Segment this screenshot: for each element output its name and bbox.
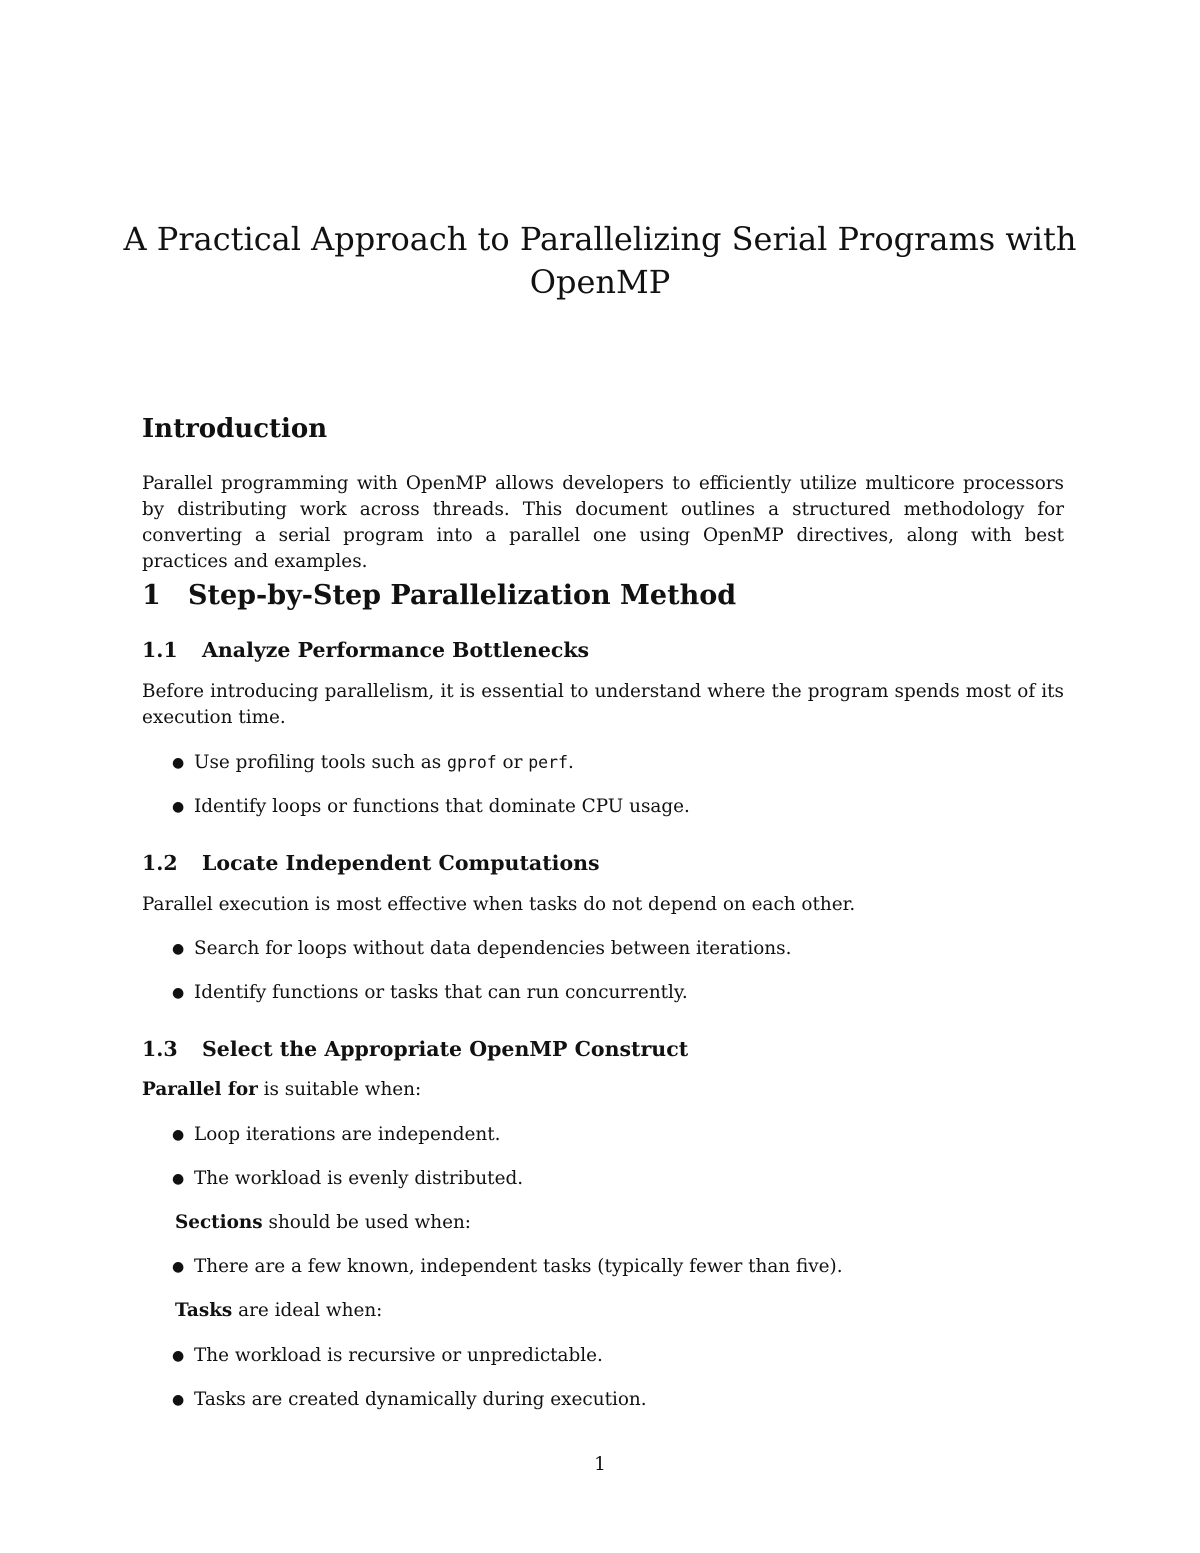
- sections-lead: Sections should be used when:: [175, 1212, 471, 1233]
- list-item: ● There are a few known, independent tasks (typically fewer than five).: [172, 1254, 843, 1280]
- term: Tasks: [175, 1300, 233, 1321]
- subsection-title: Locate Independent Computations: [202, 851, 600, 875]
- section-title: Step-by-Step Parallelization Method: [188, 580, 737, 611]
- subsection-title: Select the Appropriate OpenMP Construct: [202, 1037, 689, 1061]
- subsection-1-2-paragraph: Parallel execution is most effective when tasks do not depend on each other.: [142, 894, 856, 915]
- list-item: ● Tasks are created dynamically during execution.: [172, 1387, 647, 1413]
- introduction-paragraph: Parallel programming with OpenMP allows developers to efficiently utilize multicore processors by distributing work across threads. This document outlines a structured methodology for converting a serial program into a parallel one using OpenMP directives, along with best practices and examples.: [142, 473, 1064, 572]
- bullet-icon: ●: [172, 941, 185, 957]
- bullet-icon: ●: [172, 1348, 185, 1364]
- subsection-number: 1.2: [142, 851, 178, 875]
- subsection-1-1-heading: [142, 638, 589, 662]
- list-item: ● Identify functions or tasks that can run concurrently.: [172, 980, 688, 1006]
- bullet-icon: ●: [172, 755, 185, 771]
- list-item: ● Search for loops without data dependencies between iterations.: [172, 936, 791, 962]
- subsection-1-2-heading: [142, 851, 600, 875]
- introduction-heading: Introduction: [142, 414, 328, 444]
- subsection-number: 1.3: [142, 1037, 178, 1061]
- list-item: ● Identify loops or functions that dominate CPU usage.: [172, 794, 690, 820]
- term: Parallel for: [142, 1079, 258, 1100]
- document-title: A Practical Approach to Parallelizing Serial Programs with OpenMP: [123, 220, 1077, 301]
- bullet-icon: ●: [172, 1392, 185, 1408]
- inline-code: gprof: [447, 753, 497, 772]
- section-1-heading: [142, 580, 736, 611]
- section-number: 1: [142, 580, 161, 611]
- subsection-1-1-paragraph: Before introducing parallelism, it is essential to understand where the program spends most of its execution time.: [142, 681, 1064, 728]
- list-item: ● The workload is recursive or unpredictable.: [172, 1343, 603, 1369]
- bullet-icon: ●: [172, 1259, 185, 1275]
- subsection-1-3-heading: [142, 1037, 688, 1061]
- bullet-icon: ●: [172, 799, 185, 815]
- bullet-icon: ●: [172, 1171, 185, 1187]
- page-number: 1: [594, 1454, 606, 1475]
- list-item: ● The workload is evenly distributed.: [172, 1166, 523, 1192]
- term: Sections: [175, 1212, 263, 1233]
- bullet-icon: ●: [172, 1127, 185, 1143]
- subsection-number: 1.1: [142, 638, 178, 662]
- bullet-icon: ●: [172, 985, 185, 1001]
- list-item: ● Use profiling tools such as gprof or perf.: [172, 750, 574, 776]
- parallel-for-lead: Parallel for is suitable when:: [142, 1079, 422, 1100]
- subsection-title: Analyze Performance Bottlenecks: [202, 638, 590, 662]
- inline-code: perf: [528, 753, 568, 772]
- tasks-lead: Tasks are ideal when:: [175, 1300, 383, 1321]
- list-item: ● Loop iterations are independent.: [172, 1122, 500, 1148]
